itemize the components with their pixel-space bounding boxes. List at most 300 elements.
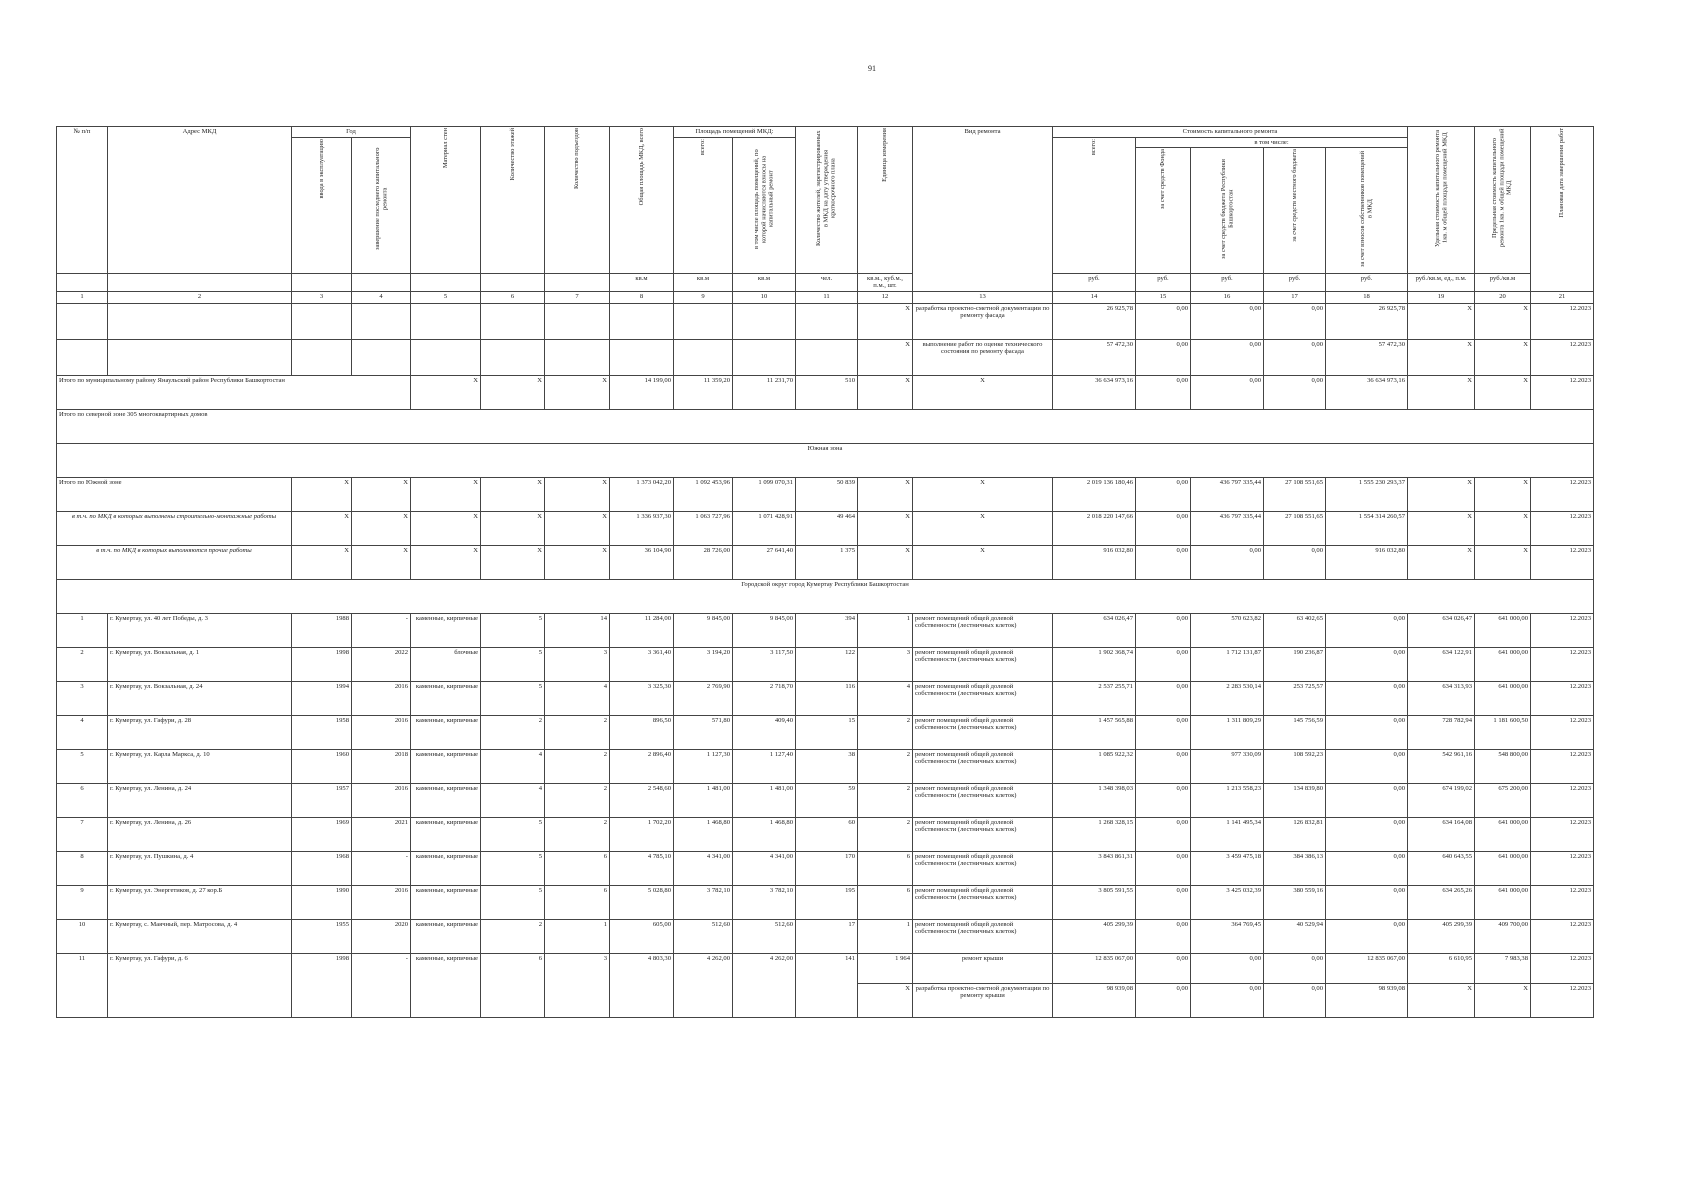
cell: 1 268 328,15 (1053, 817, 1136, 851)
cell: 2 (481, 919, 545, 953)
unit-rub-3: руб. (1191, 273, 1264, 291)
cell: 0,00 (1191, 339, 1264, 375)
cell: каменные, кирпичные (411, 749, 481, 783)
cell: 98 939,08 (1053, 983, 1136, 1017)
empty-cell (57, 303, 108, 339)
empty-cell (610, 339, 674, 375)
cell: 11 284,00 (610, 613, 674, 647)
cell: X (1408, 477, 1475, 511)
cell: 4 262,00 (733, 953, 796, 1017)
cell: г. Кумертау, ул. Гафури, д. 6 (108, 953, 292, 1017)
table-row (57, 477, 1594, 511)
cell: 12.2023 (1531, 511, 1594, 545)
cell: X (545, 511, 610, 545)
hdr-plan-date: Плановая дата завершения работ (1531, 127, 1594, 292)
unit-rub-5: руб. (1326, 273, 1408, 291)
cell: 0,00 (1136, 339, 1191, 375)
cell: X (913, 511, 1053, 545)
cell: 2 537 255,71 (1053, 681, 1136, 715)
cell: 2 (858, 715, 913, 749)
cell: 2 (858, 817, 913, 851)
cell: 3 (545, 647, 610, 681)
cell: 364 769,45 (1191, 919, 1264, 953)
cell: 436 797 335,44 (1191, 511, 1264, 545)
cell: 405 299,39 (1053, 919, 1136, 953)
cell: 641 000,00 (1475, 681, 1531, 715)
cell: 1 085 922,32 (1053, 749, 1136, 783)
cell: 27 108 551,65 (1264, 477, 1326, 511)
column-number: 5 (411, 291, 481, 303)
cell: X (1475, 339, 1531, 375)
cell: 2 769,90 (674, 681, 733, 715)
cell: 5 (481, 681, 545, 715)
cell: 1994 (292, 681, 352, 715)
cell: 2 (858, 749, 913, 783)
cell: X (858, 375, 913, 409)
cell: X (1475, 545, 1531, 579)
cell: 40 529,94 (1264, 919, 1326, 953)
cell: X (352, 477, 411, 511)
cell: 49 464 (796, 511, 858, 545)
cell: 1998 (292, 647, 352, 681)
cell: X (858, 545, 913, 579)
cell: 1 457 565,88 (1053, 715, 1136, 749)
cell: - (352, 613, 411, 647)
cell: ремонт помещений общей долевой собственности (лестничных клеток) (913, 647, 1053, 681)
cell: 12.2023 (1531, 885, 1594, 919)
cell: 2 (545, 817, 610, 851)
cell: каменные, кирпичные (411, 613, 481, 647)
cell: разработка проектно-сметной документации по ремонту крыши (913, 983, 1053, 1017)
cell: 641 000,00 (1475, 851, 1531, 885)
cell: X (481, 477, 545, 511)
cell: 548 800,00 (1475, 749, 1531, 783)
cell: ремонт помещений общей долевой собственности (лестничных клеток) (913, 715, 1053, 749)
cell: 12.2023 (1531, 953, 1594, 983)
cell: 570 623,82 (1191, 613, 1264, 647)
table-row (57, 613, 1594, 647)
cell: 1 063 727,96 (674, 511, 733, 545)
cell: X (411, 375, 481, 409)
city-label: Городской округ город Кумертау Республики Башкортостан (57, 579, 1594, 613)
cell: 4 803,30 (610, 953, 674, 1017)
cell: 3 325,30 (610, 681, 674, 715)
cell: 2 896,40 (610, 749, 674, 783)
cell: 0,00 (1326, 783, 1408, 817)
empty-cell (674, 303, 733, 339)
cell: 26 925,78 (1326, 303, 1408, 339)
cell: 10 (57, 919, 108, 953)
cell: X (481, 545, 545, 579)
cell: 6 (481, 953, 545, 1017)
cell: 3 782,10 (733, 885, 796, 919)
column-number: 18 (1326, 291, 1408, 303)
empty-cell (292, 303, 352, 339)
cell: г. Кумертау, с. Маячный, пер. Матросова, д. 4 (108, 919, 292, 953)
cell: 1 181 600,50 (1475, 715, 1531, 749)
cell: 4 785,10 (610, 851, 674, 885)
column-numbers-row (57, 291, 1594, 303)
table-row (57, 303, 1594, 339)
cell: 0,00 (1136, 715, 1191, 749)
cell: 63 402,65 (1264, 613, 1326, 647)
cell: 12.2023 (1531, 783, 1594, 817)
cell: 0,00 (1136, 749, 1191, 783)
table-row (57, 817, 1594, 851)
cell: 6 (545, 885, 610, 919)
empty-cell (481, 339, 545, 375)
cell: г. Кумертау, ул. Вокзальная, д. 1 (108, 647, 292, 681)
empty-cell (411, 303, 481, 339)
cell: 640 643,55 (1408, 851, 1475, 885)
cell: 26 925,78 (1053, 303, 1136, 339)
cell: 0,00 (1326, 749, 1408, 783)
cell: 12 835 067,00 (1326, 953, 1408, 983)
south-total-label: в т.ч. по МКД в которых выполнены строительно-монтажные работы (57, 511, 292, 545)
cell: 50 839 (796, 477, 858, 511)
carry-over-rows (57, 303, 1594, 375)
cell: 12.2023 (1531, 715, 1594, 749)
cell: 12.2023 (1531, 303, 1594, 339)
cell: 4 (545, 681, 610, 715)
cell: 3 459 475,18 (1191, 851, 1264, 885)
cell: 2021 (352, 817, 411, 851)
empty-cell (796, 339, 858, 375)
cell: 1 071 428,91 (733, 511, 796, 545)
cell: 190 236,87 (1264, 647, 1326, 681)
cell: 916 032,80 (1326, 545, 1408, 579)
hdr-wall-material: Материал стен (411, 127, 481, 274)
hdr-repair-type: Вид ремонта (913, 127, 1053, 292)
hdr-num: № п/п (57, 127, 108, 274)
unit-rub-kvm: руб./кв.м (1475, 273, 1531, 291)
south-zone-row (57, 443, 1594, 477)
cell: 3 (858, 647, 913, 681)
cell: каменные, кирпичные (411, 953, 481, 1017)
cell: 6 (57, 783, 108, 817)
cell: X (545, 375, 610, 409)
cell: 1957 (292, 783, 352, 817)
cell: 675 200,00 (1475, 783, 1531, 817)
cell: 6 (858, 885, 913, 919)
cell: X (1408, 545, 1475, 579)
cell: г. Кумертау, ул. Энергетиков, д. 27 кор.Б (108, 885, 292, 919)
cell: 510 (796, 375, 858, 409)
cell: 126 832,81 (1264, 817, 1326, 851)
empty-cell (545, 339, 610, 375)
cell: 1 712 131,87 (1191, 647, 1264, 681)
cell: 0,00 (1264, 983, 1326, 1017)
cell: 0,00 (1136, 953, 1191, 983)
cell: X (858, 303, 913, 339)
cell: X (1408, 511, 1475, 545)
table-row (57, 749, 1594, 783)
hdr-address: Адрес МКД (108, 127, 292, 274)
cell: 0,00 (1136, 681, 1191, 715)
cell: 116 (796, 681, 858, 715)
south-total-label: в т.ч. по МКД в которых выполняются прочие работы (57, 545, 292, 579)
column-number: 11 (796, 291, 858, 303)
cell: 0,00 (1136, 545, 1191, 579)
cell: 11 231,70 (733, 375, 796, 409)
column-number: 13 (913, 291, 1053, 303)
cell: 0,00 (1136, 613, 1191, 647)
cell: X (411, 477, 481, 511)
hdr-floors: Количество этажей (481, 127, 545, 274)
cell: 0,00 (1264, 545, 1326, 579)
cell: 0,00 (1326, 817, 1408, 851)
cell: 896,50 (610, 715, 674, 749)
empty-cell (481, 303, 545, 339)
cell: X (352, 511, 411, 545)
cell: 1 127,30 (674, 749, 733, 783)
cell: 4 341,00 (674, 851, 733, 885)
empty-cell (352, 339, 411, 375)
unit-measure: кв.м., куб.м., п.м., шт. (858, 273, 913, 291)
cell: 4 (481, 783, 545, 817)
hdr-unit: Единица измерения (858, 127, 913, 274)
cell: 436 797 335,44 (1191, 477, 1264, 511)
cell: 1 964 (858, 953, 913, 983)
hdr-unit-cost: Удельная стоимость капитального ремонта 1кв. м общей площади помещений МКД (1408, 127, 1475, 274)
cell: ремонт помещений общей долевой собственности (лестничных клеток) (913, 783, 1053, 817)
cell: 605,00 (610, 919, 674, 953)
cell: 2 283 530,14 (1191, 681, 1264, 715)
page-number: 91 (868, 64, 876, 73)
cell: 4 262,00 (674, 953, 733, 1017)
empty-cell (545, 303, 610, 339)
cell: г. Кумертау, ул. Гафури, д. 28 (108, 715, 292, 749)
cell: 0,00 (1264, 303, 1326, 339)
hdr-local-budget: за счет средств местного бюджета (1264, 148, 1326, 274)
cell: 12 835 067,00 (1053, 953, 1136, 983)
cell: 1 311 809,29 (1191, 715, 1264, 749)
column-number: 4 (352, 291, 411, 303)
cell: 5 028,80 (610, 885, 674, 919)
cell: 57 472,30 (1326, 339, 1408, 375)
cell: X (1475, 375, 1531, 409)
cell: 3 (57, 681, 108, 715)
cell: 641 000,00 (1475, 647, 1531, 681)
cell: 12.2023 (1531, 851, 1594, 885)
cell: 12.2023 (1531, 545, 1594, 579)
cell: разработка проектно-сметной документации по ремонту фасада (913, 303, 1053, 339)
cell: 0,00 (1264, 339, 1326, 375)
cell: 4 (481, 749, 545, 783)
column-number: 16 (1191, 291, 1264, 303)
hdr-limit-cost: Предельная стоимость капитального ремонта 1кв. м общей площади помещений МКД (1475, 127, 1531, 274)
cell: 12.2023 (1531, 983, 1594, 1017)
empty-cell (411, 339, 481, 375)
column-number: 17 (1264, 291, 1326, 303)
cell: 0,00 (1191, 545, 1264, 579)
empty-cell (733, 303, 796, 339)
hdr-incl: в том числе: (1136, 137, 1408, 148)
empty-cell (733, 339, 796, 375)
cell: X (292, 545, 352, 579)
cell: 2016 (352, 783, 411, 817)
south-zone-label: Южная зона (57, 443, 1594, 477)
cell: 1969 (292, 817, 352, 851)
cell: 141 (796, 953, 858, 1017)
unit-kvm-2: кв.м (674, 273, 733, 291)
cell: 195 (796, 885, 858, 919)
cell: 977 330,09 (1191, 749, 1264, 783)
cell: 0,00 (1264, 953, 1326, 983)
cell: 1955 (292, 919, 352, 953)
cell: 728 782,94 (1408, 715, 1475, 749)
cell: 0,00 (1191, 303, 1264, 339)
cell: 0,00 (1136, 983, 1191, 1017)
table-row (57, 681, 1594, 715)
capital-repair-table (56, 126, 1594, 1018)
cell: 3 805 591,55 (1053, 885, 1136, 919)
house-rows (57, 613, 1594, 953)
cell: X (352, 545, 411, 579)
cell: 641 000,00 (1475, 613, 1531, 647)
cell: 4 341,00 (733, 851, 796, 885)
hdr-cost: Стоимость капитального ремонта (1053, 127, 1408, 138)
cell: 1 099 070,31 (733, 477, 796, 511)
cell: г. Кумертау, ул. Карла Маркса, д. 10 (108, 749, 292, 783)
cell: 11 (57, 953, 108, 1017)
cell: 7 983,38 (1475, 953, 1531, 983)
unit-kvm-1: кв.м (610, 273, 674, 291)
cell: 634 313,93 (1408, 681, 1475, 715)
cell: 6 (858, 851, 913, 885)
table-row (57, 715, 1594, 749)
cell: 634 122,91 (1408, 647, 1475, 681)
cell: г. Кумертау, ул. Пушкина, д. 4 (108, 851, 292, 885)
cell: 0,00 (1191, 953, 1264, 983)
cell: 170 (796, 851, 858, 885)
cell: 3 782,10 (674, 885, 733, 919)
cell: 6 (545, 851, 610, 885)
cell: X (858, 477, 913, 511)
column-number: 2 (108, 291, 292, 303)
cell: 1 141 495,34 (1191, 817, 1264, 851)
column-number: 6 (481, 291, 545, 303)
cell: 9 845,00 (674, 613, 733, 647)
cell: 405 299,39 (1408, 919, 1475, 953)
empty-cell (674, 339, 733, 375)
hdr-year-commission: ввода в эксплуатацию (292, 137, 352, 273)
cell: 1 468,80 (733, 817, 796, 851)
cell: 2 (57, 647, 108, 681)
north-total-row (57, 409, 1594, 443)
cell: 394 (796, 613, 858, 647)
cell: 4 (858, 681, 913, 715)
cell: 0,00 (1326, 851, 1408, 885)
cell: 2 019 136 180,46 (1053, 477, 1136, 511)
unit-rub-4: руб. (1264, 273, 1326, 291)
cell: 2016 (352, 715, 411, 749)
cell: 512,60 (733, 919, 796, 953)
cell: 3 (545, 953, 610, 1017)
cell: г. Кумертау, ул. 40 лет Победы, д. 3 (108, 613, 292, 647)
cell: 108 592,23 (1264, 749, 1326, 783)
south-totals (57, 477, 1594, 579)
cell: 1968 (292, 851, 352, 885)
unit-rub-2: руб. (1136, 273, 1191, 291)
cell: 571,80 (674, 715, 733, 749)
empty-cell (57, 339, 108, 375)
cell: X (545, 477, 610, 511)
cell: 0,00 (1136, 851, 1191, 885)
cell: ремонт помещений общей долевой собственности (лестничных клеток) (913, 851, 1053, 885)
cell: 36 634 973,16 (1053, 375, 1136, 409)
cell: 0,00 (1136, 375, 1191, 409)
cell: 641 000,00 (1475, 817, 1531, 851)
cell: 0,00 (1264, 375, 1326, 409)
cell: каменные, кирпичные (411, 783, 481, 817)
cell: 36 104,90 (610, 545, 674, 579)
cell: 1 554 314 260,57 (1326, 511, 1408, 545)
cell: 9 845,00 (733, 613, 796, 647)
cell: 1 348 398,03 (1053, 783, 1136, 817)
cell: X (1408, 339, 1475, 375)
cell: каменные, кирпичные (411, 715, 481, 749)
cell: 253 725,57 (1264, 681, 1326, 715)
cell: ремонт помещений общей долевой собственности (лестничных клеток) (913, 817, 1053, 851)
cell: ремонт помещений общей долевой собственности (лестничных клеток) (913, 749, 1053, 783)
cell: блочные (411, 647, 481, 681)
cell: 2016 (352, 885, 411, 919)
cell: 1 702,20 (610, 817, 674, 851)
muni-total-label: Итого по муниципальному району Янаульский район Республики Башкортостан (57, 375, 411, 409)
cell: 1 373 042,20 (610, 477, 674, 511)
cell: ремонт помещений общей долевой собственности (лестничных клеток) (913, 613, 1053, 647)
cell: 0,00 (1136, 817, 1191, 851)
north-total-label: Итого по северной зоне 305 многоквартирных домов (57, 409, 1594, 443)
cell: 0,00 (1136, 885, 1191, 919)
cell: 0,00 (1136, 919, 1191, 953)
hdr-entrances: Количество подъездов (545, 127, 610, 274)
cell: 12.2023 (1531, 681, 1594, 715)
cell: X (481, 511, 545, 545)
cell: X (1408, 375, 1475, 409)
table-row (57, 545, 1594, 579)
cell: ремонт крыши (913, 953, 1053, 983)
cell: 0,00 (1136, 511, 1191, 545)
cell: 409 700,00 (1475, 919, 1531, 953)
empty-cell (796, 303, 858, 339)
cell: выполнение работ по оценке технического состояния по ремонту фасада (913, 339, 1053, 375)
cell: 5 (481, 647, 545, 681)
cell: X (858, 983, 913, 1017)
cell: X (1475, 511, 1531, 545)
cell: X (1475, 983, 1531, 1017)
cell: 12.2023 (1531, 919, 1594, 953)
empty-cell (292, 339, 352, 375)
cell: 7 (57, 817, 108, 851)
cell: 512,60 (674, 919, 733, 953)
cell: 9 (57, 885, 108, 919)
cell: X (1475, 303, 1531, 339)
column-number: 1 (57, 291, 108, 303)
cell: 122 (796, 647, 858, 681)
cell: 17 (796, 919, 858, 953)
table-row (57, 647, 1594, 681)
cell: 134 839,80 (1264, 783, 1326, 817)
cell: X (292, 511, 352, 545)
unit-people: чел. (796, 273, 858, 291)
cell: 5 (481, 613, 545, 647)
cell: 2018 (352, 749, 411, 783)
cell: 0,00 (1191, 375, 1264, 409)
cell: 1 (545, 919, 610, 953)
cell: 3 361,40 (610, 647, 674, 681)
